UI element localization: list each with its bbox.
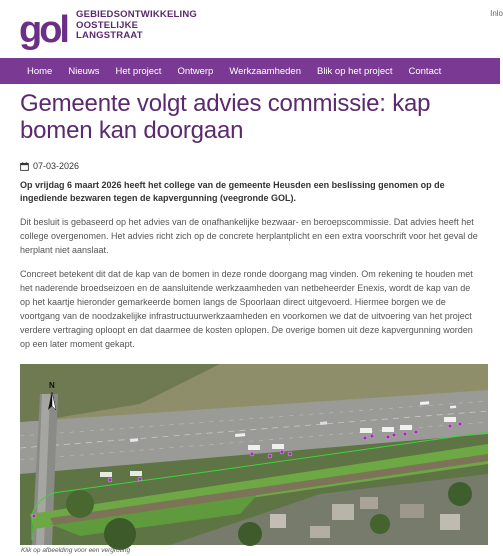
nav-home[interactable]: Home xyxy=(27,65,53,77)
article-date xyxy=(20,161,482,171)
login-link[interactable]: Inlo xyxy=(490,9,503,18)
north-label: N xyxy=(49,381,55,390)
article-intro: Op vrijdag 6 maart 2026 heeft het college van de gemeente Heusden een beslissing genomen op de ingediende bezwaren tegen de kapvergunning (veegronde GOL). xyxy=(20,180,445,203)
svg-text:gol: gol xyxy=(19,9,67,51)
article-title: Gemeente volgt advies commissie: kap bomen kan doorgaan xyxy=(20,90,431,144)
nav-het-project[interactable]: Het project xyxy=(115,65,162,77)
image-caption: Klik op afbeelding voor een vergroting xyxy=(21,547,131,554)
article xyxy=(20,90,482,351)
nav-nieuws[interactable]: Nieuws xyxy=(68,65,100,77)
logo-text xyxy=(76,10,197,42)
aerial-map xyxy=(20,364,488,545)
main-nav xyxy=(0,58,500,84)
nav-werkzaamheden[interactable]: Werkzaamheden xyxy=(229,65,301,77)
logo-line-3: LANGSTRAAT xyxy=(76,30,143,41)
tree-map-image[interactable] xyxy=(20,364,488,545)
logo-line-2: OOSTELIJKE xyxy=(76,19,139,31)
nav-ontwerp[interactable]: Ontwerp xyxy=(177,65,214,77)
date-text: 07-03-2026 xyxy=(33,161,80,171)
nav-blik-op-het-project[interactable]: Blik op het project xyxy=(316,65,393,77)
logo-line-1: GEBIEDSONTWIKKELING xyxy=(76,9,197,20)
calendar-icon xyxy=(20,162,29,171)
article-paragraph-1: Dit besluit is gebaseerd op het advies van de onafhankelijke bezwaar- en beroepscommissie. Dat advies heeft het college overgenomen. Het advies richt zich op de concrete herplantplicht en een extra voorschrift voor het geval de herplant niet aanslaat. xyxy=(20,216,478,255)
gol-logo[interactable] xyxy=(18,6,78,52)
nav-contact[interactable]: Contact xyxy=(408,65,442,77)
site-header xyxy=(0,0,503,57)
article-paragraph-2: Concreet betekent dit dat de kap van de bomen in deze ronde doorgang mag vinden. Om rekening te houden met het naderende broedseizoen en de aansluitende werkzaamheden van netbeheerder Enexis, wordt de kap van de op het kaartje hieronder gemarkeerde bomen langs de Spoorlaan direct uitgevoerd. Hiermee borgen we de voortgang van de noodzakelijke infrastructuurwerkzaamheden en voorkomen we dat de uitvoering van het project verdere vertraging oploopt en dat daarmee de kosten oplopen. De overige bomen uit deze kapvergunning worden op een later moment gekapt. xyxy=(20,268,473,349)
